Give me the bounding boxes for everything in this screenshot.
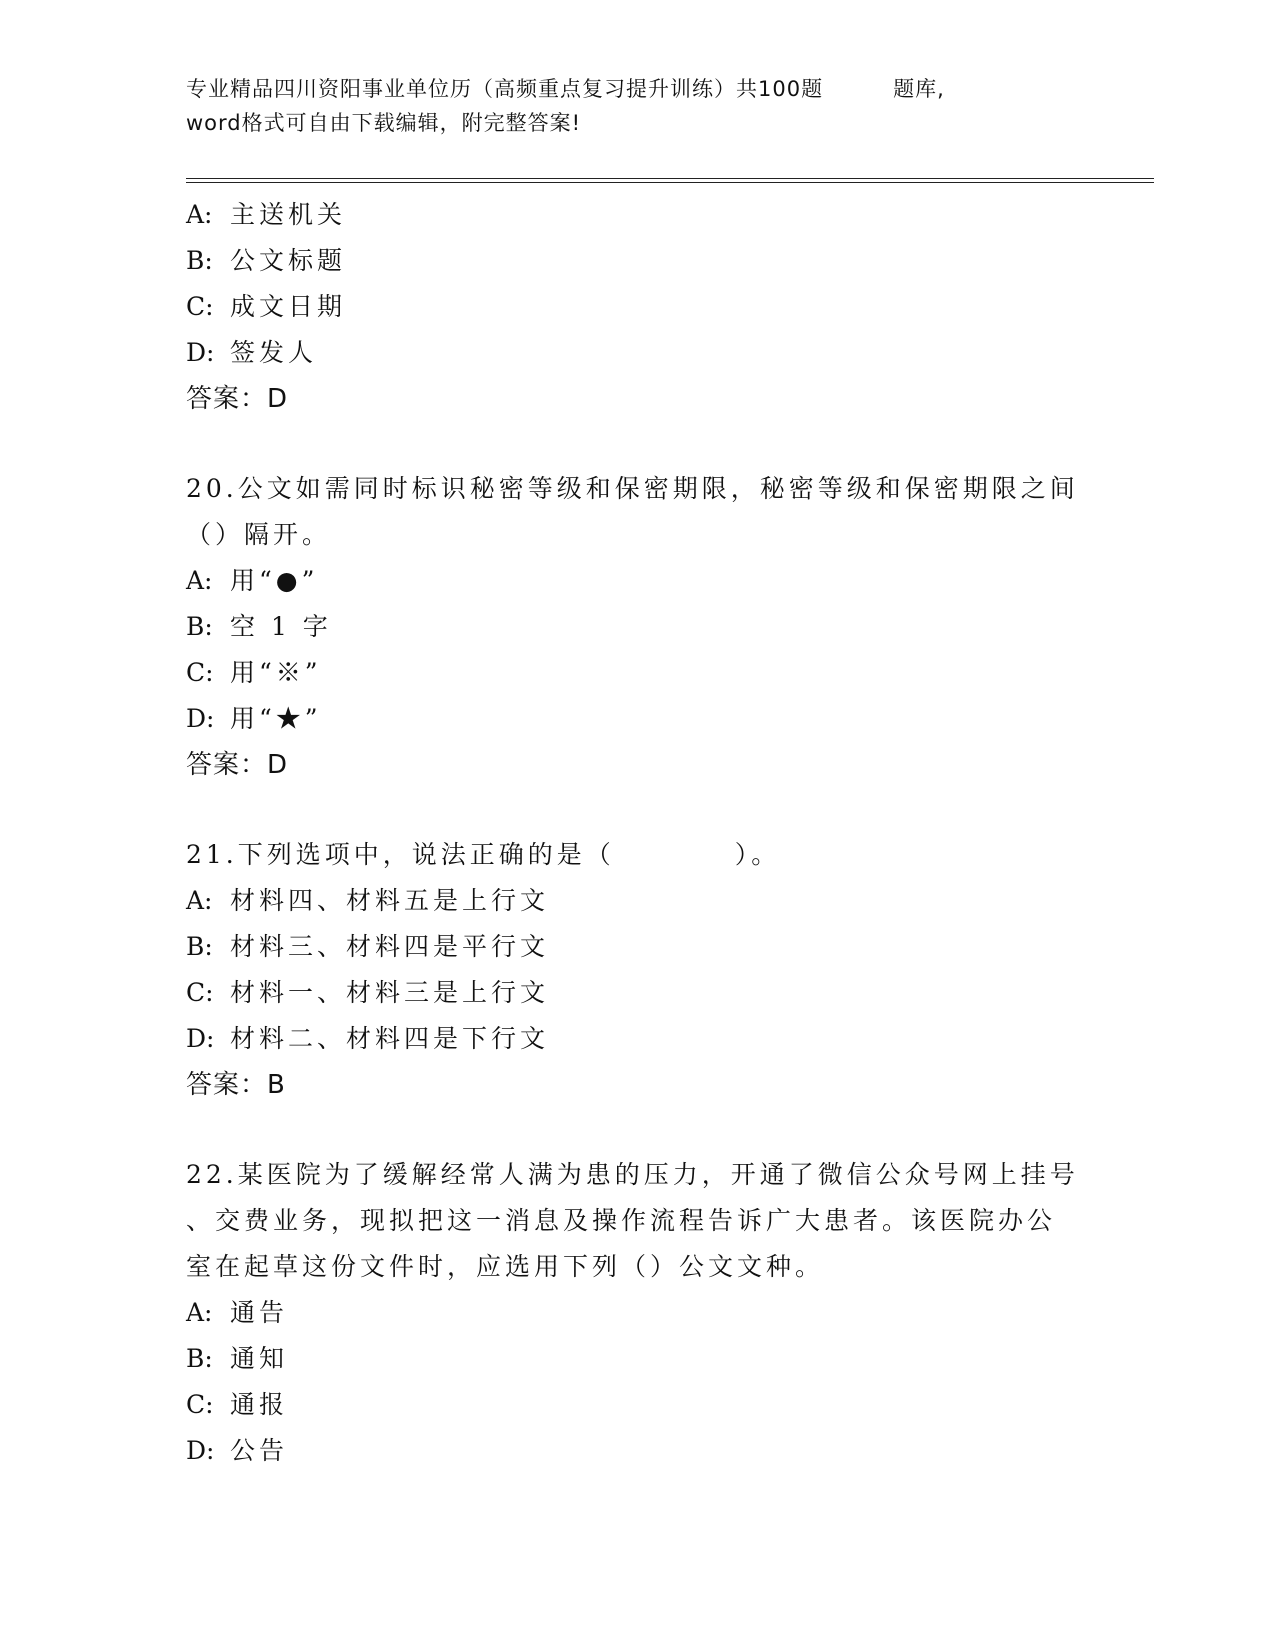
option-b: B: 公文标题 [186, 246, 347, 275]
answer: 答案：B [186, 1070, 286, 1100]
question-stem: 22.某医院为了缓解经常人满为患的压力，开通了微信公众号网上挂号 [186, 1160, 1079, 1189]
option-c: C: 材料一、材料三是上行文 [186, 978, 550, 1007]
option-a: A: 通告 [186, 1298, 289, 1327]
option-a: A: 用“●” [186, 566, 319, 595]
question-22 [186, 1152, 1086, 1474]
option-c: C: 成文日期 [186, 292, 347, 321]
option-b: B: 通知 [186, 1344, 289, 1373]
question-20 [186, 466, 1086, 788]
header-divider-bottom [186, 182, 1154, 183]
question-stem-continued: 、交费业务，现拟把这一消息及操作流程告诉广大患者。该医院办公 [186, 1206, 1057, 1235]
question-19 [186, 192, 1086, 422]
question-stem-continued: （）隔开。 [186, 520, 332, 549]
header-line-2: word格式可自由下载编辑，附完整答案! [186, 111, 582, 135]
header-title: 专业精品四川资阳事业单位历（高频重点复习提升训练）共100题 [186, 77, 824, 101]
page-header [186, 72, 1046, 140]
question-stem-continued: 室在起草这份文件时，应选用下列（）公文文种。 [186, 1252, 825, 1281]
option-b: B: 材料三、材料四是平行文 [186, 932, 550, 961]
question-stem: 21.下列选项中，说法正确的是（ ）。 [186, 840, 781, 869]
question-21 [186, 832, 1086, 1108]
option-d: D: 用“★” [186, 704, 322, 733]
question-stem: 20.公文如需同时标识秘密等级和保密期限，秘密等级和保密期限之间 [186, 474, 1079, 503]
option-d: D: 材料二、材料四是下行文 [186, 1024, 550, 1053]
option-a: A: 主送机关 [186, 200, 347, 229]
option-c: C: 用“※” [186, 658, 322, 687]
question-content [186, 192, 1086, 1474]
option-a: A: 材料四、材料五是上行文 [186, 886, 550, 915]
option-b: B: 空 1 字 [186, 612, 332, 641]
answer: 答案：D [186, 384, 289, 414]
header-title-suffix: 题库, [893, 77, 945, 101]
header-divider-top [186, 178, 1154, 179]
option-d: D: 公告 [186, 1436, 289, 1465]
option-c: C: 通报 [186, 1390, 289, 1419]
header-line-1 [186, 72, 1046, 106]
option-d: D: 签发人 [186, 338, 318, 367]
answer: 答案：D [186, 750, 289, 780]
